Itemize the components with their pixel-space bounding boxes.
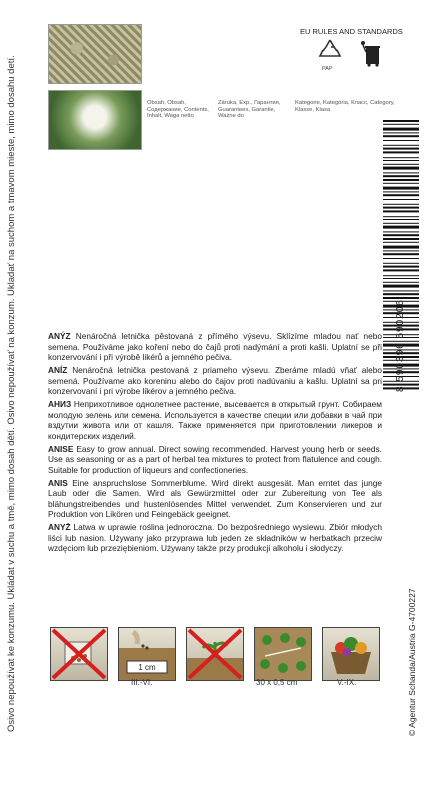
eu-rules-title: EU RULES AND STANDARDS xyxy=(300,27,403,36)
anise-flower-photo xyxy=(48,90,142,150)
waste-bin-icon xyxy=(360,38,384,68)
storage-note: Osivo nepoužívat ke konzumu. Ukládat v suchu a tmě, mimo dosah dětí. Osivo nepoužívať na konzum. Ukladať na suchom a tmavom mieste, mimo dosahu detí. xyxy=(6,55,17,732)
harvest-period: V.-IX. xyxy=(337,678,357,687)
pap-label: PAP xyxy=(322,66,333,72)
description-ru: АНИЗ Неприхотливое однолетнее растение, высевается в открытый грунт. Собираем молодую зелень или семена. Используется в качестве специи или добавки в чай при вздутии живота или от кашля. Также применяется при приготовлении ликеров и кондитерских изделий. xyxy=(48,399,382,441)
description-de: ANIS Eine anspruchslose Sommerblume. Wird direkt ausgesät. Man erntet das junge Laub oder die Samen. Wird als Gewürzmittel oder zur Zubereitung von Tee als blähungstreibendes und hustenlösendes Mittel verwendet. Zum Konservieren und zur Produktion von Likören und Feingebäck geeignet. xyxy=(48,477,382,520)
guarantee-label: Záruka, Exp., Гарантия, Guarantees, Garantie, Ważne do xyxy=(218,100,281,119)
publisher-note: © Agentur Schanda/Austria G-4700227 xyxy=(407,588,417,736)
category-label: Kategorie, Kategória, Класс, Category, Klasse, Klasa xyxy=(295,100,395,113)
description-cz: ANÝZ Nenáročná letnička pěstovaná z přímého výsevu. Sklízíme mladou nať nebo semena. Používáme jako koření nebo do čajů proti nadýmání a proti kašli. Uplatní se při konzervování i při výrobě likérů a jemného pečiva. xyxy=(48,331,382,362)
sowing-period: III.-VI. xyxy=(131,678,153,687)
description-en: ANISE Easy to grow annual. Direct sowing recommended. Harvest young herb or seeds. Use as seasoning or as a part of herbal tea mixtures to protect from flatulence and cough. Suitable for production of liqueurs and confectioneries. xyxy=(48,443,382,475)
description-sk: ANÍZ Nenáročná letnička pestovaná z priameho výsevu. Zberáme mladú vňať alebo semená. Používame ako koreninu alebo do čajov proti nadúvaniu a kašlu. Uplatní sa pri konzervovaní i pri výrobe likérov a jemného pečiva. xyxy=(48,365,382,397)
no-pre-sowing-icon xyxy=(50,627,108,681)
contents-label: Obsah, Obsah, Содержание, Contents, Inhalt, Waga netto xyxy=(147,100,209,119)
description-pl: ANYŻ Latwa w uprawie roślina jednoroczna. Do bezpośredniego wysiewu. Zbiór młodych liści lub nasion. Używany jako przyprawa lub jeden ze składników w herbatkach przeciw wzdęciom lub przeziębieniom. Używany także przy produkcji alkoholu i słodyczy. xyxy=(48,522,382,554)
descriptions xyxy=(48,331,382,557)
no-transplant-icon xyxy=(186,627,244,681)
sowing-depth-icon xyxy=(118,627,176,681)
seeds-photo xyxy=(48,24,142,84)
harvest-icon xyxy=(322,627,380,681)
sowing-depth-label: 1 cm xyxy=(138,663,156,672)
plant-spacing-label: 30 x 0,5 cm xyxy=(256,678,298,687)
barcode-digits: 8 590396 590206 xyxy=(395,299,406,392)
plant-spacing-icon xyxy=(254,627,312,681)
recycle-icon xyxy=(318,38,342,62)
